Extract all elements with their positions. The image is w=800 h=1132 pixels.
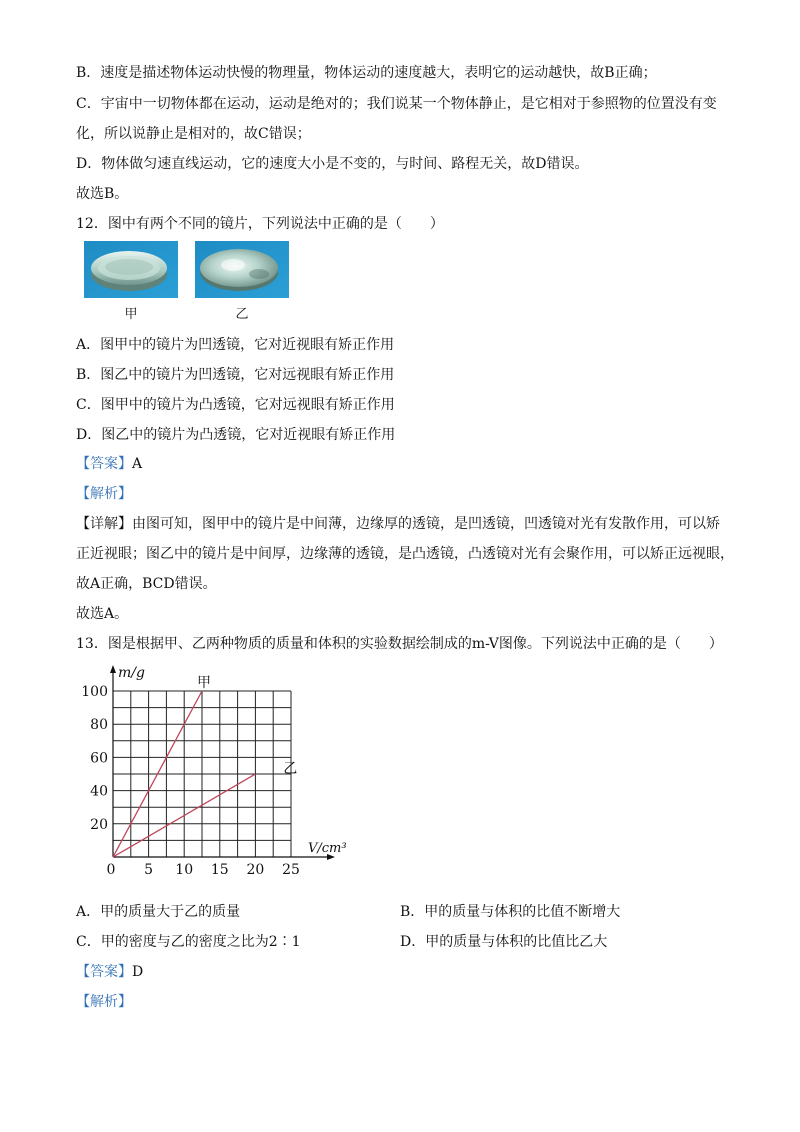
q11-option-c-line1: C．宇宙中一切物体都在运动，运动是绝对的；我们说某一个物体静止，是它相对于参照物的位置没有变 [76, 96, 717, 112]
y-axis-label: m/g [118, 665, 145, 681]
answer-value: D [132, 964, 144, 980]
q13-option-d: D．甲的质量与体积的比值比乙大 [400, 934, 608, 950]
series-label-jia: 甲 [197, 675, 211, 691]
q12-analysis-tag: 【解析】 [76, 486, 132, 502]
q11-conclusion: 故选B。 [76, 186, 129, 202]
q12-option-c: C．图甲中的镜片为凸透镜，它对远视眼有矫正作用 [76, 397, 395, 413]
x-tick-label: 25 [282, 862, 300, 878]
q12-detail-line3: 故A正确，BCD错误。 [76, 576, 217, 592]
q12-detail-line2: 正近视眼；图乙中的镜片是中间厚，边缘薄的透镜，是凸透镜，凸透镜对光有会聚作用，可以矫正远视眼， [76, 546, 734, 562]
mv-chart [80, 660, 370, 880]
q13-option-b: B．甲的质量与体积的比值不断增大 [400, 904, 621, 920]
q12-detail-line1 [76, 514, 720, 534]
x-tick-label: 0 [106, 862, 116, 878]
answer-value: A [132, 456, 143, 472]
detail-tag: 【详解】 [76, 516, 132, 532]
q12-conclusion: 故选A。 [76, 606, 129, 622]
q12-option-a: A．图甲中的镜片为凹透镜，它对近视眼有矫正作用 [76, 337, 395, 353]
convex-lens-photo [195, 241, 289, 298]
q11-option-d: D．物体做匀速直线运动，它的速度大小是不变的，与时间、路程无关，故D错误。 [76, 156, 589, 172]
q13-option-a: A．甲的质量大于乙的质量 [76, 904, 241, 920]
y-tick-label: 60 [90, 750, 108, 767]
answer-tag: 【答案】 [76, 964, 132, 980]
y-axis-arrow [110, 665, 116, 673]
x-axis-label: V/cm³ [308, 841, 347, 856]
x-tick-label: 15 [210, 862, 229, 878]
x-tick-label: 10 [175, 862, 194, 878]
concave-lens-photo [84, 241, 178, 298]
q12-answer [76, 454, 142, 474]
detail-text: 由图可知，图甲中的镜片是中间薄，边缘厚的透镜，是凹透镜，凹透镜对光有发散作用，可以矫 [132, 516, 720, 532]
x-tick-label: 5 [144, 862, 154, 878]
q13-stem: 13．图是根据甲、乙两种物质的质量和体积的实验数据绘制成的m-V图像。下列说法中正确的是（ ） [76, 636, 723, 652]
q13-option-c: C．甲的密度与乙的密度之比为2∶1 [76, 934, 301, 950]
q11-option-c-line2: 化，所以说静止是相对的，故C错误； [76, 126, 311, 142]
x-tick-label: 20 [246, 862, 265, 878]
q11-option-b: B．速度是描述物体运动快慢的物理量，物体运动的速度越大，表明它的运动越快，故B正确； [76, 65, 657, 81]
chart-axes [110, 665, 335, 860]
chart-grid [113, 691, 291, 857]
y-tick-label: 20 [90, 816, 108, 833]
q12-option-d: D．图乙中的镜片为凸透镜，它对近视眼有矫正作用 [76, 427, 396, 443]
q13-answer [76, 962, 143, 982]
q12-option-b: B．图乙中的镜片为凹透镜，它对远视眼有矫正作用 [76, 367, 395, 383]
y-tick-label: 100 [81, 684, 108, 700]
chart-labels [81, 665, 346, 878]
y-tick-label: 80 [90, 717, 108, 734]
answer-tag: 【答案】 [76, 456, 132, 472]
y-tick-label: 40 [90, 783, 108, 800]
lens-yi-caption: 乙 [235, 307, 249, 322]
q13-analysis-tag: 【解析】 [76, 994, 132, 1010]
q12-stem: 12．图中有两个不同的镜片，下列说法中正确的是（ ） [76, 216, 444, 232]
series-label-yi: 乙 [283, 761, 298, 777]
lens-jia-caption: 甲 [124, 307, 138, 322]
